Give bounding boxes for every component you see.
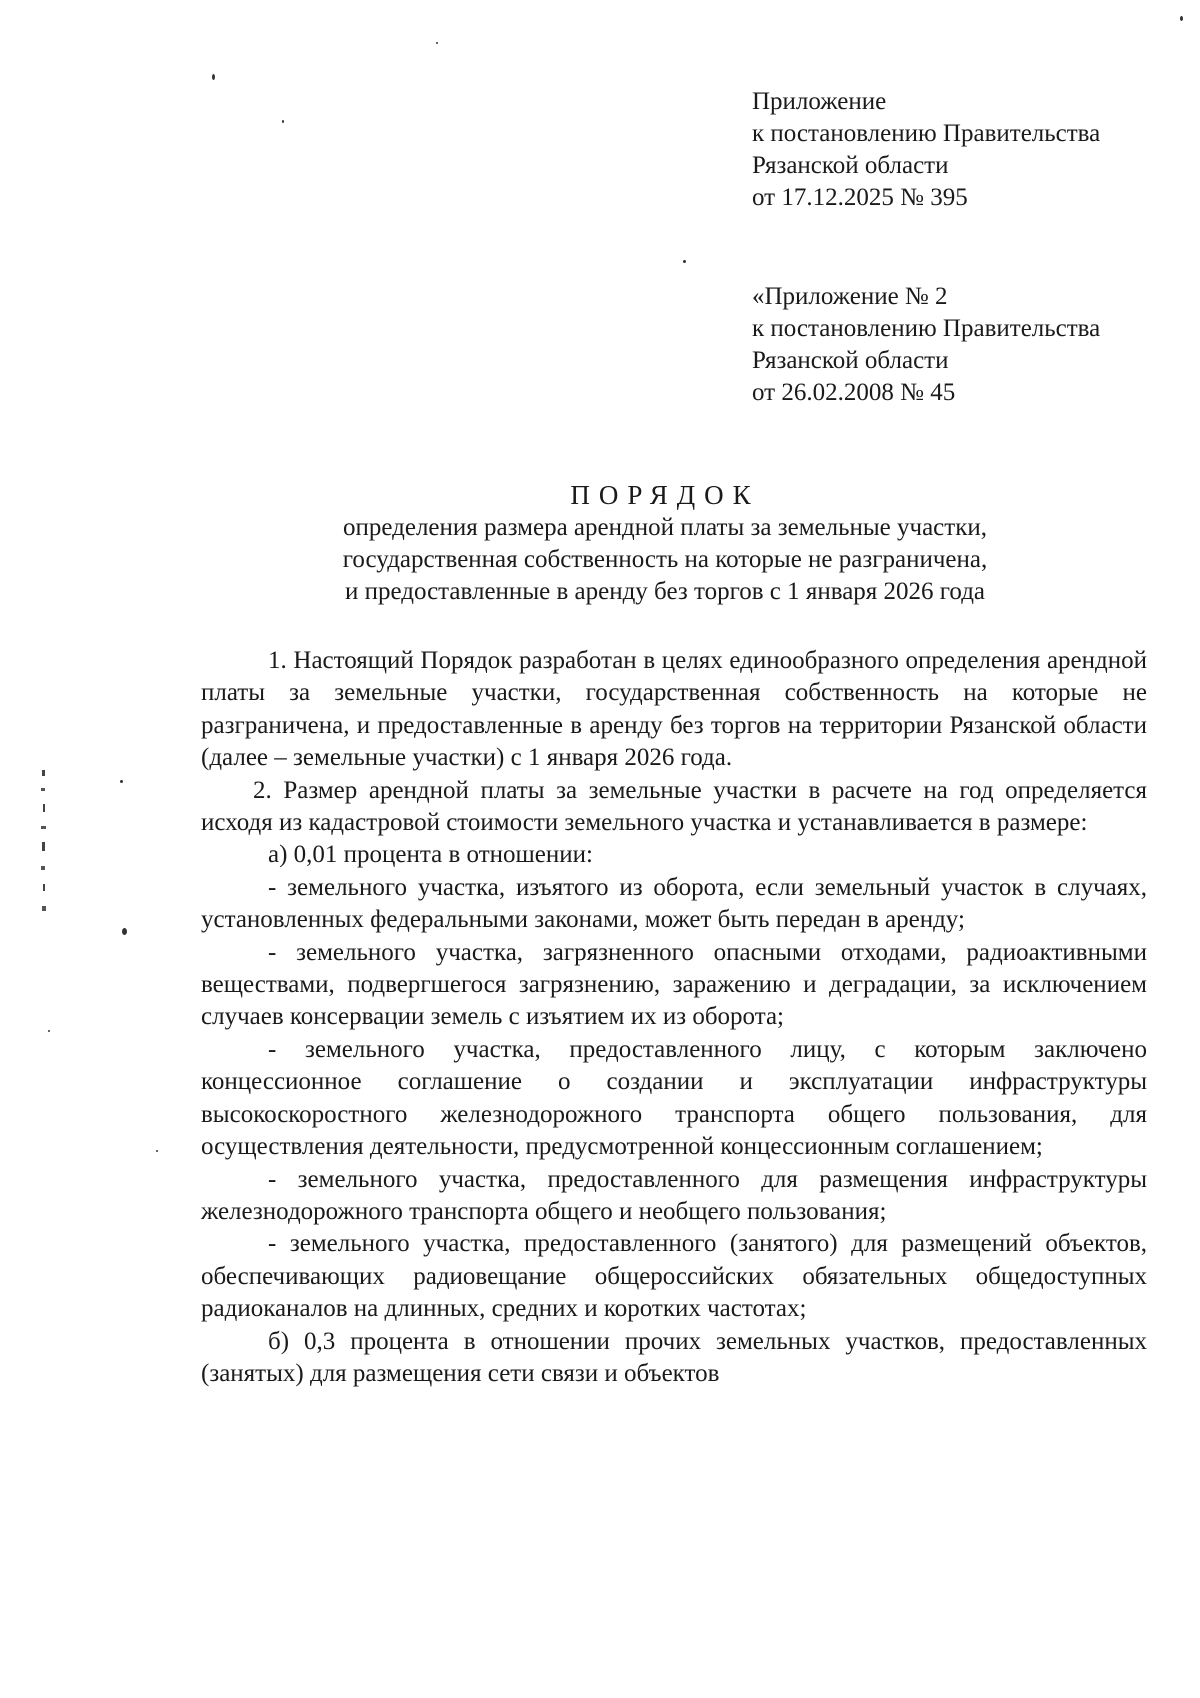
scan-speck	[48, 1030, 50, 1032]
title-block	[0, 478, 1200, 608]
scan-speck	[683, 260, 686, 263]
scan-speck	[282, 120, 284, 123]
scan-speck	[156, 1150, 158, 1152]
paragraph-1: 1. Настоящий Порядок разработан в целях единообразного определения арендной платы за земельные участки, государственная собственность на которые не разграничена, и предоставленные в аренду без торгов на территории Рязанской области (далее – земельные участки) с 1 января 2026 года.	[201, 647, 1147, 772]
list-item: - земельного участка, изъятого из оборота, если земельный участок в случаях, установленных федеральными законами, может быть передан в аренду;	[201, 873, 1147, 934]
list-item: - земельного участка, предоставленного лицу, с которым заключено концессионное соглашение о создании и эксплуатации инфраструктуры высокоскоростного железнодорожного транспорта общего пользования, для осуществления деятельности, предусмотренной концессионным соглашением;	[201, 1035, 1147, 1161]
original-annex-line: «Приложение № 2	[752, 283, 948, 310]
subtitle-line: государственная собственность на которые не разграничена,	[342, 546, 988, 573]
paragraph-item-a: а) 0,01 процента в отношении:	[268, 841, 593, 869]
original-annex-line: от 26.02.2008 № 45	[752, 379, 956, 406]
original-annex-line: Рязанской области	[752, 347, 949, 374]
approval-line: от 17.12.2025 № 395	[752, 184, 968, 211]
list-item: - земельного участка, загрязненного опасными отходами, радиоактивными веществами, подвергшегося загрязнению, заражению и деградации, за исключением случаев консервации земель с изъятием их из оборота;	[201, 938, 1147, 1031]
paragraph-item-b: б) 0,3 процента в отношении прочих земельных участков, предоставленных (занятых) для размещения сети связи и объектов	[201, 1327, 1147, 1387]
paragraph-2: 2. Размер арендной платы за земельные участки в расчете на год определяется исходя из кадастровой стоимости земельного участка и устанавливается в размере:	[201, 776, 1147, 837]
scan-speck	[1180, 16, 1183, 21]
approval-line: Рязанской области	[752, 152, 949, 179]
list-item: - земельного участка, предоставленного для размещения инфраструктуры железнодорожного транспорта общего и необщего пользования;	[201, 1165, 1147, 1225]
scan-speck	[122, 928, 127, 935]
scan-speck	[436, 42, 438, 44]
document-body	[201, 645, 1147, 1390]
list-item: - земельного участка, предоставленного (занятого) для размещений объектов, обеспечивающих радиовещание общероссийских обязательных общедоступных радиоканалов на длинных, средних и коротких частотах;	[201, 1230, 1147, 1323]
subtitle-line: определения размера арендной платы за земельные участки,	[343, 514, 987, 541]
scan-speck	[120, 780, 123, 783]
subtitle-line: и предоставленные в аренду без торгов с 1 января 2026 года	[344, 578, 986, 605]
approval-line: к постановлению Правительства	[752, 120, 1101, 147]
scan-edge-marks	[40, 770, 48, 920]
document-title: ПОРЯДОК	[570, 480, 760, 510]
scan-speck	[212, 74, 215, 80]
original-annex-line: к постановлению Правительства	[752, 315, 1101, 342]
original-annex-stamp	[752, 281, 1100, 409]
approval-line: Приложение	[752, 88, 887, 115]
approval-stamp	[752, 86, 1100, 214]
